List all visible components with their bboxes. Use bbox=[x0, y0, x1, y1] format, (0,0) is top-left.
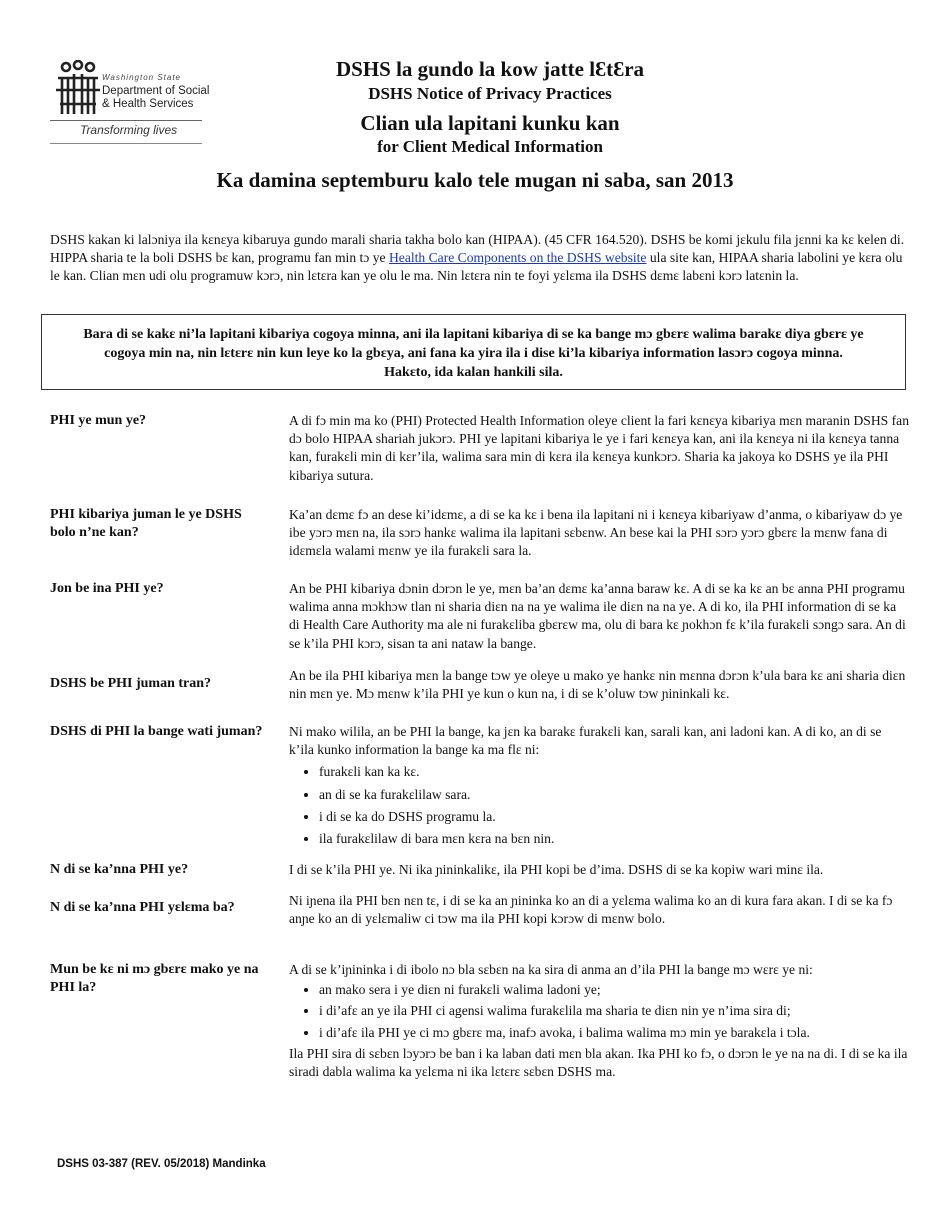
logo-divider bbox=[50, 120, 202, 121]
logo-divider-bottom bbox=[50, 143, 202, 144]
section-answer: Ni iɲena ila PHI bɛn nɛn tɛ, i di se ka an ɲininka ko an di a yɛlɛma walima ko an di kura fara akan. I di se ka fɔ anɲe ko an di yɛlɛmaliw ci tɔw ma ila PHI kopi kɔrɔw di mɛnw bolo. bbox=[289, 893, 893, 927]
dshs-emblem-icon bbox=[52, 60, 104, 118]
section-answer-block bbox=[289, 723, 909, 852]
list-item: • ila furakɛlilaw di bara mɛn kɛra na bɛn nin. bbox=[319, 830, 909, 848]
list-item: • an di se ka furakɛlilaw sara. bbox=[319, 786, 909, 804]
section-answer-continued: Ila PHI sira di sɛbɛn lɔyɔrɔ be ban i ka laban dati mɛn bla akan. Ika PHI ko fɔ, o dɔrɔn le ye na na di. I di se ka ila siradi dabla walima ka yɛlɛma ni ika lɛtɛrɛ sɛbɛn DSHS ma. bbox=[289, 1045, 908, 1080]
section-answer-block bbox=[289, 961, 909, 1081]
section-answer: Ka’an dɛmɛ fɔ an dese ki’idɛmɛ, a di se ka kɛ i bena ila lapitani ni i kɛnɛya kibariyaw d’anma, o kibariyaw dɔ ye ibe yɔrɔ mɛn na, ila sɔrɔ hankɛ walima ila lapitani sɛbɛnw. An bese kai la PHI sɔrɔ yɔrɔ gbɛrɛ la mɛnw fana di idɛmɛla walami mɛnw ye ila furakɛli sara la. bbox=[289, 507, 903, 559]
title-mandinka: DSHS la gundo la kow jatte lƐtƐra bbox=[335, 57, 645, 81]
section-answer: Ni mako wilila, an be PHI la bange, ka jɛn ka barakɛ furakɛli kan, sarali kan, ani ladoni kan. A di ko, an di se k’ila kunko information la bange ka ma flɛ ni: bbox=[289, 724, 882, 758]
section-answer: An be ila PHI kibariya mɛn la bange tɔw ye oleye u mako ye hankɛ nin mɛnna dɔrɔn k’ula bara kɛ ani sharia diɛn nin mɛn ye. Mɔ mɛnw k’ila PHI ye kun o kun na, i di se k’oluw tɔw ɲininkali kɛ. bbox=[289, 668, 906, 702]
subtitle-english: for Client Medical Information bbox=[377, 137, 603, 156]
section-question: DSHS be PHI juman tran? bbox=[50, 676, 212, 691]
bullet-list bbox=[289, 981, 909, 1042]
section-answer: A di fɔ min ma ko (PHI) Protected Health Information oleye client la fari kɛnɛya kibariya mɛn maranin DSHS fan dɔ bolo HIPAA shariah jukɔrɔ. PHI ye lapitani kibariya le ye i fari kɛnɛya kan, ani ila kɛnɛya ni ila kɛnɛya tanna kan, furakɛli min di kɛr’ila, walima sara min di kɛra ila kɛnɛya kunkɔrɔ. Sharia ka jakoya ko DSHS ye ila PHI kibariya sutura. bbox=[289, 413, 909, 483]
subtitle-mandinka: Clian ula lapitani kunku kan bbox=[360, 111, 620, 135]
title-english: DSHS Notice of Privacy Practices bbox=[368, 84, 612, 103]
section-answer: I di se k’ila PHI ye. Ni ika ɲininkalikɛ, ila PHI kopi be d’ima. DSHS di se ka kopiw wari minɛ ila. bbox=[289, 862, 824, 877]
notice-box: Bara di se kakɛ ni’la lapitani kibariya cogoya minna, ani ila lapitani kibariya di se ka bange mɔ gbɛrɛ walima barakɛ diya gbɛrɛ ye cogoya min na, nin lɛtɛrɛ nin kun leye ko la gbɛya, ani fana ka yira ila i dise ki’la kibariya information lasɔrɔ cogoya minna. Hakɛto, ida kalan hankili sila. bbox=[41, 314, 906, 390]
section-question: PHI kibariya juman le ye DSHS bolo n’ne kan? bbox=[50, 507, 242, 540]
list-item: • i di’afɛ ila PHI ye ci mɔ gbɛrɛ ma, inafɔ avoka, i balima walima mɔ min ye barakɛla i tɔla. bbox=[319, 1024, 909, 1042]
logo-department: Department of Social & Health Services bbox=[102, 85, 210, 110]
bullet-list bbox=[289, 763, 909, 848]
intro-text-end: ula site kan, HIPAA sharia labolini ye kɛra olu le kan. Clian mɛn udi olu programuw kɔrɔ, nin lɛtɛra kan ye olu le ma. Nin lɛtɛra nin te foyi yɛlɛma ila DSHS dɛmɛ labɛni kɔrɔ latɛnin la. bbox=[50, 250, 903, 284]
section-question: Jon be ina PHI ye? bbox=[50, 581, 164, 596]
dshs-logo bbox=[50, 58, 210, 148]
section-question: N di se ka’nna PHI yɛlɛma ba? bbox=[50, 900, 235, 915]
section-question: PHI ye mun ye? bbox=[50, 413, 147, 428]
logo-state: Washington State bbox=[102, 73, 182, 82]
list-item: • i di’afɛ an ye ila PHI ci agensi walima furakɛlila ma sharia te diɛn nin ye n’ima sira di; bbox=[319, 1002, 909, 1020]
logo-tagline: Transforming lives bbox=[80, 123, 178, 137]
form-number-footer: DSHS 03-387 (REV. 05/2018) Mandinka bbox=[57, 1158, 266, 1170]
section-question: Mun be kɛ ni mɔ gbɛrɛ mako ye na PHI la? bbox=[50, 962, 259, 995]
effective-date: Ka damina septemburu kalo tele mugan ni saba, san 2013 bbox=[216, 168, 734, 192]
list-item: • an mako sera i ye diɛn ni furakɛli walima ladoni ye; bbox=[319, 981, 909, 999]
section-answer: An be PHI kibariya dɔnin dɔrɔn le ye, mɛn ba’an dɛmɛ ka’anna baraw kɛ. A di se ka kɛ an bɛ anna PHI programu walima anna mɔkhɔw tlan ni sharia diɛn na na ye walima ile diɛn na na ye. A di ko, ila PHI information di se ka di Health Care Authority ma ale ni furakɛliba gbɛrɛw ma, olu di bara kɛ ɲokhɔn fɛ k’ila furakɛli sɔngɔ sara. An di se k’ila PHI kɔrɔ, sisan ta ani nataw la bange. bbox=[289, 581, 906, 651]
intro-text-start: DSHS kakan ki lalɔniya ila kɛnɛya kibaruya gundo marali sharia takha bolo kan (HIPAA). (45 CFR 164.520). DSHS be komi jɛkulu fila jɛnni ka kɛ kelen di. HIPPA sharia te la boli DSHS bɛ kan, programu fan min tɔ ye bbox=[50, 232, 905, 266]
list-item: • furakɛli kan ka kɛ. bbox=[319, 763, 909, 781]
section-question: N di se ka’nna PHI ye? bbox=[50, 862, 189, 877]
health-care-components-link[interactable]: Health Care Components on the DSHS website bbox=[388, 250, 647, 266]
list-item: • i di se ka do DSHS programu la. bbox=[319, 808, 909, 826]
section-answer: A di se k’iɲininka i di ibolo nɔ bla sɛbɛn na ka sira di anma an d’ila PHI la bange mɔ wɛrɛ ye ni: bbox=[289, 962, 813, 977]
intro-paragraph bbox=[50, 231, 910, 286]
section-question: DSHS di PHI la bange wati juman? bbox=[50, 724, 263, 739]
